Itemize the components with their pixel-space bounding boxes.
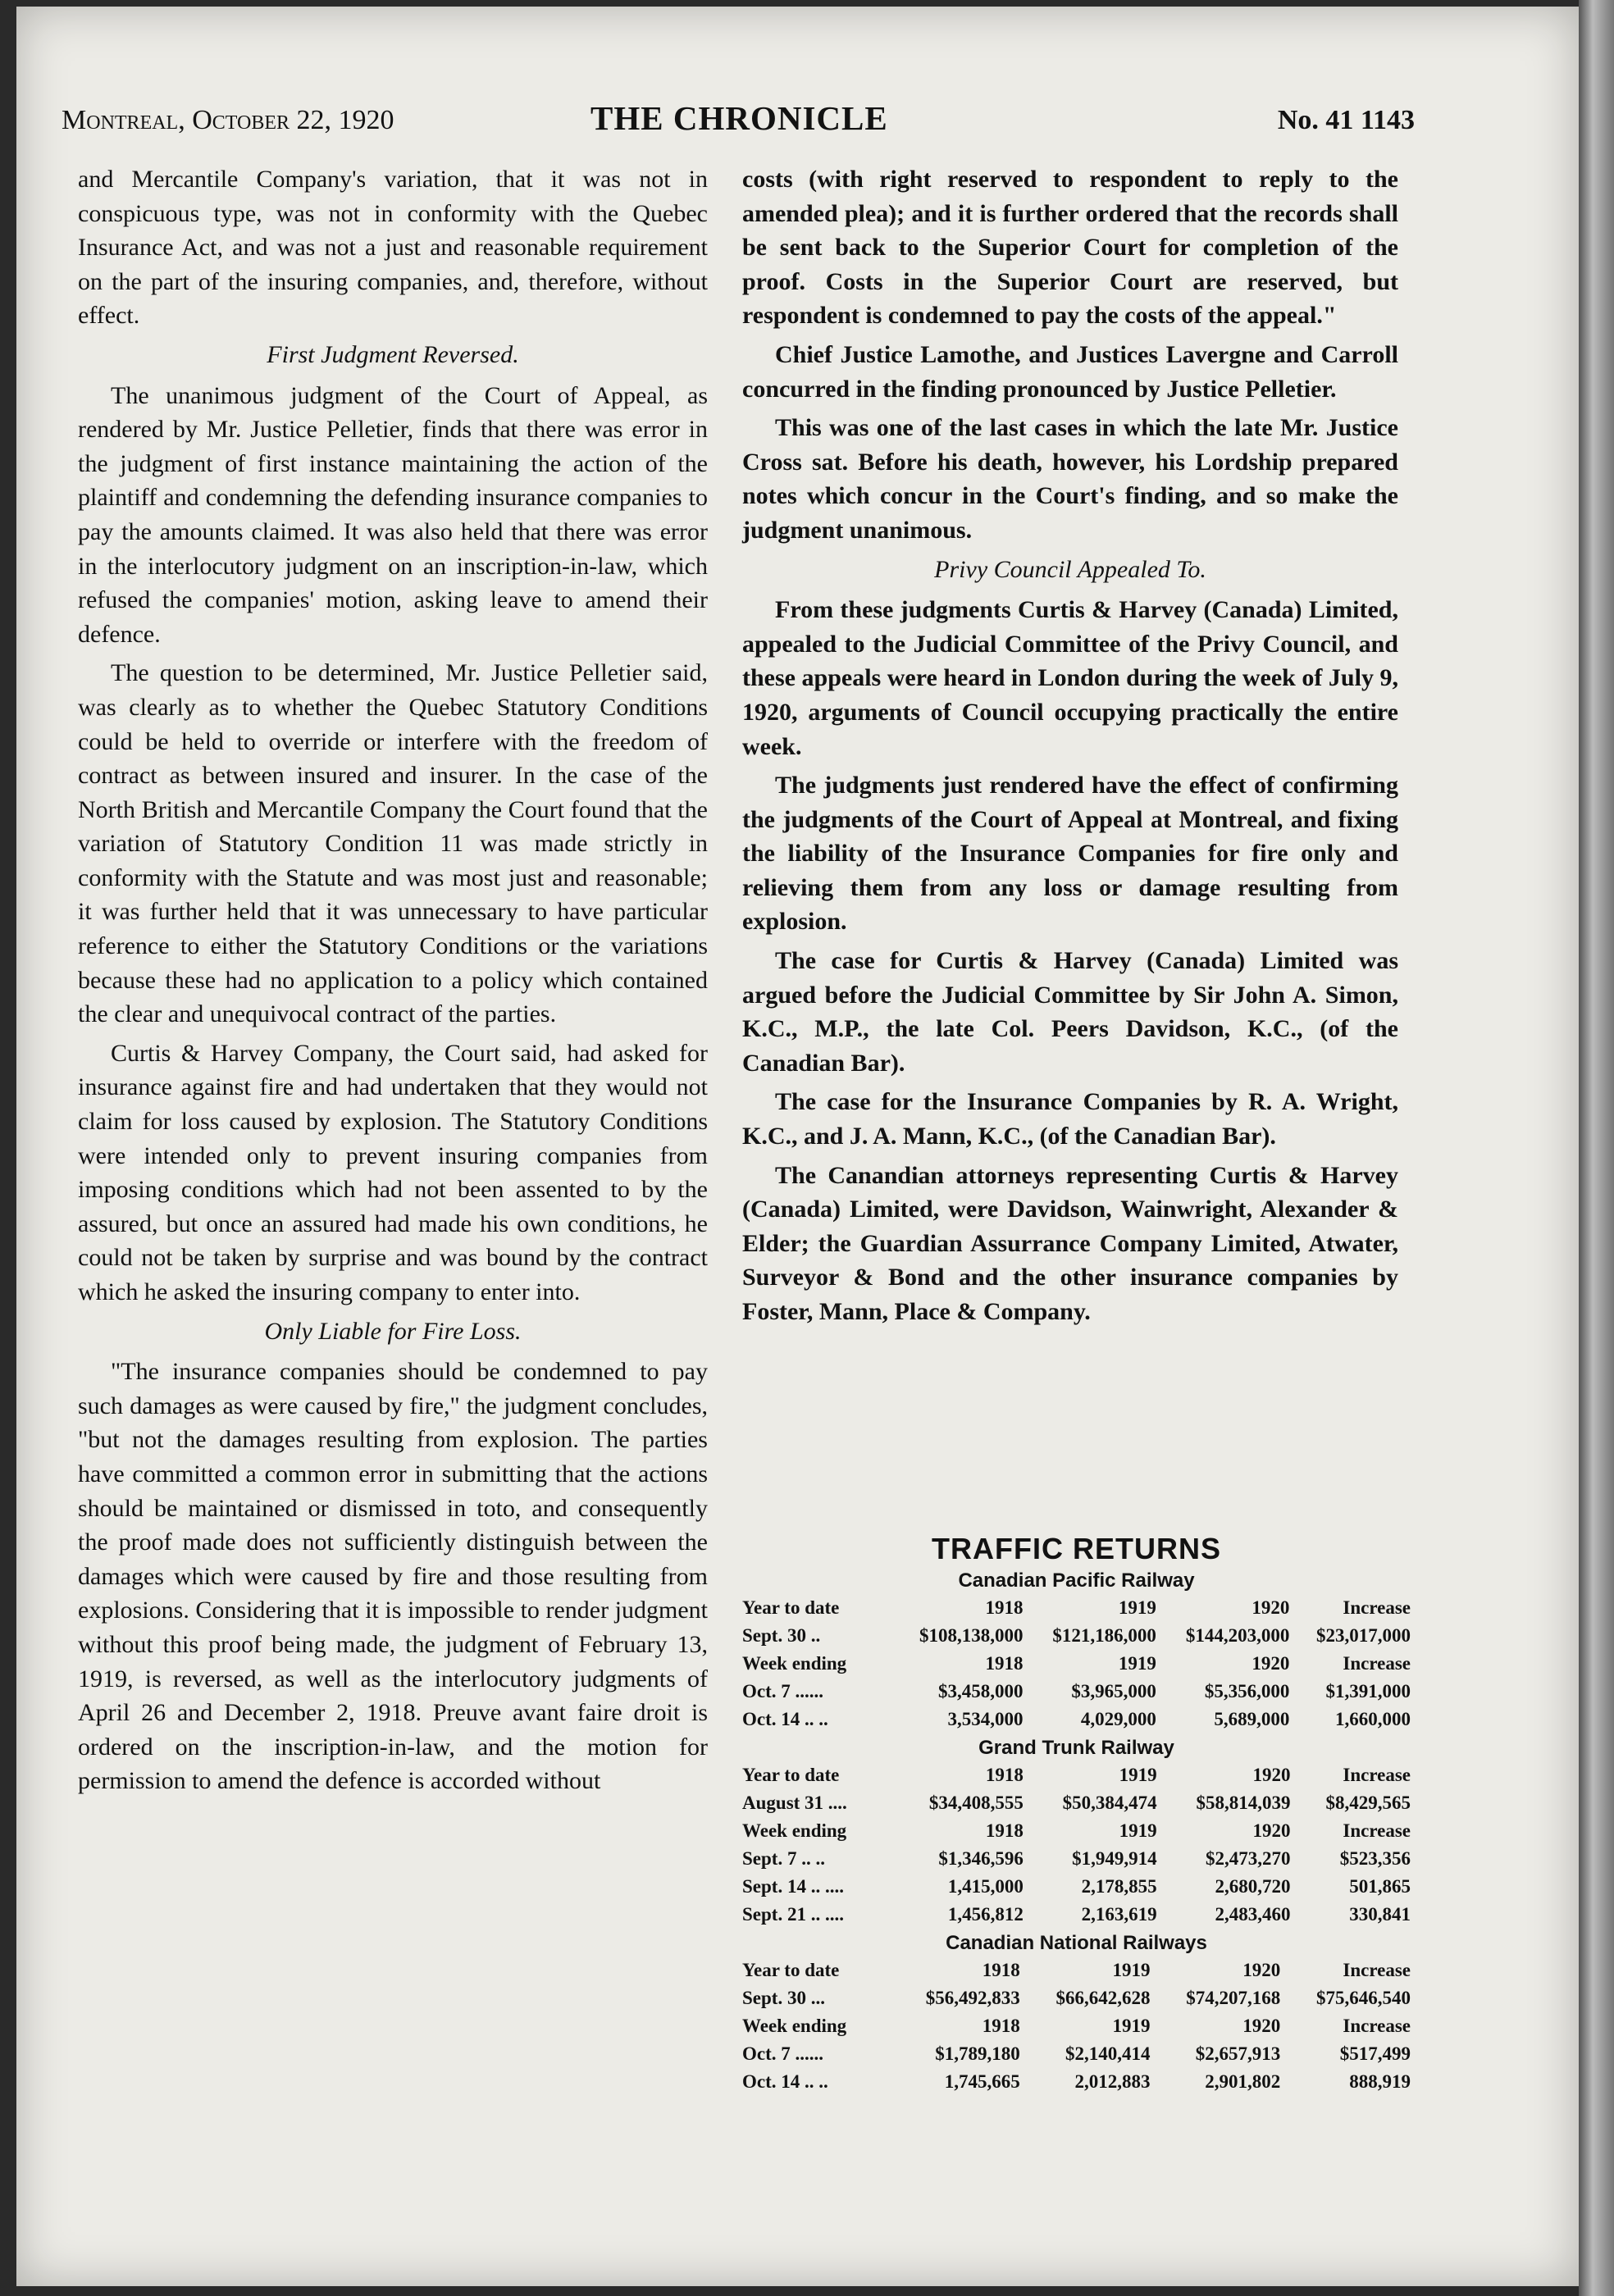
table-cell: $3,965,000	[1071, 1681, 1156, 1702]
table-cell: Oct. 7 ......	[742, 2043, 824, 2064]
table-cell: 1,456,812	[947, 1904, 1024, 1925]
article-paragraph: The question to be determined, Mr. Justice Pelletier said, was clearly as to whether the Quebec Statutory Conditions could be held to override or interfere with the freedom of contract as between insured and insurer. In the case of the North British and Mercantile Company the Court found that the variation of Statutory Condition 11 was made strictly in conformity with the Statute and was most just and reasonable; it was further held that it was unnecessary to have particular reference to either the Statutory Conditions or the variations because these had no application to a policy which contained the clear and unequivocal contract of the parties.	[78, 659, 708, 1028]
table-header-cell: Increase	[1343, 1653, 1411, 1674]
table-row	[742, 1873, 1411, 1901]
table-cell: August 31 ....	[742, 1793, 847, 1813]
table-cell: $2,657,913	[1195, 2043, 1281, 2064]
table-header-cell: 1919	[1119, 1765, 1157, 1785]
table-header-cell: 1919	[1118, 1653, 1156, 1674]
table-header-cell: Increase	[1343, 1597, 1411, 1618]
table-cell: 2,483,460	[1215, 1904, 1291, 1925]
table-cell: Sept. 7 .. ..	[742, 1848, 825, 1869]
table-cell: 2,163,619	[1081, 1904, 1157, 1925]
traffic-returns-title: TRAFFIC RETURNS	[932, 1532, 1221, 1565]
table-cell: $1,949,914	[1072, 1848, 1157, 1869]
table-cell: 1,660,000	[1335, 1709, 1411, 1729]
table-row	[742, 1901, 1411, 1929]
table-header-cell: Increase	[1343, 2016, 1411, 2036]
article-paragraph: This was one of the last cases in which the late Mr. Justice Cross sat. Before his death, however, his Lordship prepared notes which concur in the Court's finding, and so make the judgment unanimous.	[742, 414, 1398, 544]
table-cell: $144,203,000	[1185, 1625, 1290, 1646]
table-cell: 501,865	[1349, 1876, 1411, 1897]
article-paragraph: costs (with right reserved to respondent to reply to the amended plea); and it is further ordered that the records shall be sent back to the Superior Court for completion of the proof. Costs in the Superior Court are reserved, but respondent is condemned to pay the costs of the appeal."	[742, 166, 1398, 330]
table-header-cell: 1918	[982, 1960, 1020, 1980]
newspaper-page	[16, 7, 1579, 2286]
table-header-cell: 1920	[1252, 1597, 1290, 1618]
table-row	[742, 2040, 1411, 2068]
article-paragraph: The case for Curtis & Harvey (Canada) Limited was argued before the Judicial Committee by Sir John A. Simon, K.C., M.P., the late Col. Peers Davidson, K.C., (of the Canadian Bar).	[742, 947, 1398, 1077]
table-cell: 1,745,665	[944, 2071, 1020, 2092]
table-cell: $74,207,168	[1186, 1988, 1281, 2008]
article-paragraph: Curtis & Harvey Company, the Court said, had asked for insurance against fire and had undertaken that they would not claim for loss caused by explosion. The Statutory Conditions were intended only to prevent insuring companies from imposing conditions which had not been assented to by the assured, but once an assured had made his own conditions, he could not be taken by surprise and was bound by the contract which he asked the insuring company to enter into.	[78, 1039, 708, 1305]
railway-name: Canadian National Railways	[946, 1932, 1207, 1954]
page-header	[62, 98, 1415, 139]
table-header-cell: Increase	[1343, 1820, 1411, 1841]
table-cell: Sept. 14 .. ....	[742, 1876, 844, 1897]
table-header-cell: 1920	[1242, 2016, 1281, 2036]
table-header-cell: Week ending	[742, 2016, 847, 2036]
table-header-row	[742, 1957, 1411, 1984]
table-header-cell: Year to date	[742, 1597, 840, 1618]
table-header-row	[742, 1650, 1411, 1678]
railway-returns-table	[742, 1594, 1411, 1733]
table-cell: $2,140,414	[1065, 2043, 1151, 2064]
table-cell: $2,473,270	[1205, 1848, 1291, 1869]
table-header-cell: 1920	[1252, 1820, 1291, 1841]
table-cell: $1,346,596	[938, 1848, 1024, 1869]
table-cell: $56,492,833	[925, 1988, 1020, 2008]
table-cell: 5,689,000	[1214, 1709, 1290, 1729]
table-header-row	[742, 1817, 1411, 1845]
table-row	[742, 1984, 1411, 2012]
table-header-cell: Year to date	[742, 1765, 840, 1785]
table-cell: 2,012,883	[1074, 2071, 1151, 2092]
table-header-cell: 1919	[1119, 1820, 1157, 1841]
right-column	[742, 162, 1398, 1334]
table-row	[742, 1845, 1411, 1873]
table-cell: Oct. 7 ......	[742, 1681, 824, 1702]
table-cell: $5,356,000	[1204, 1681, 1290, 1702]
page-binding-edge	[1579, 0, 1614, 2296]
section-subheading: Privy Council Appealed To.	[934, 555, 1206, 583]
traffic-returns-section	[742, 1532, 1411, 2096]
article-paragraph: The case for the Insurance Companies by R. A. Wright, K.C., and J. A. Mann, K.C., (of the Canadian Bar).	[742, 1088, 1398, 1150]
table-header-cell: 1918	[985, 1820, 1024, 1841]
table-cell: $66,642,628	[1055, 1988, 1151, 2008]
header-issue-page: No. 41 1143	[1277, 105, 1415, 135]
table-header-cell: 1920	[1252, 1653, 1290, 1674]
table-header-cell: 1920	[1252, 1765, 1291, 1785]
table-cell: $75,646,540	[1316, 1988, 1411, 2008]
table-cell: $1,789,180	[935, 2043, 1020, 2064]
table-header-row	[742, 2012, 1411, 2040]
table-cell: Sept. 21 .. ....	[742, 1904, 844, 1925]
table-cell: $517,499	[1339, 2043, 1411, 2064]
table-cell: 3,534,000	[947, 1709, 1024, 1729]
table-header-cell: 1919	[1112, 1960, 1151, 1980]
table-cell: 2,680,720	[1215, 1876, 1291, 1897]
article-paragraph: The judgments just rendered have the effect of confirming the judgments of the Court of Appeal at Montreal, and fixing the liability of the Insurance Companies for fire only and relieving them from any loss or damage resulting from explosion.	[742, 772, 1398, 936]
table-header-cell: 1919	[1112, 2016, 1151, 2036]
table-cell: Sept. 30 ..	[742, 1625, 821, 1646]
table-cell: 888,919	[1349, 2071, 1411, 2092]
article-paragraph: and Mercantile Company's variation, that it was not in conspicuous type, was not in conformity with the Quebec Insurance Act, and was not a just and reasonable requirement on the part of the insuring companies, and, therefore, without effect.	[78, 166, 708, 330]
table-header-cell: Year to date	[742, 1960, 840, 1980]
table-cell: 330,841	[1349, 1904, 1411, 1925]
railway-name: Grand Trunk Railway	[978, 1737, 1174, 1759]
table-header-cell: 1918	[985, 1653, 1024, 1674]
header-masthead: THE CHRONICLE	[590, 99, 888, 137]
table-header-cell: Increase	[1343, 1765, 1411, 1785]
table-header-cell: Increase	[1343, 1960, 1411, 1980]
table-cell: 2,178,855	[1081, 1876, 1157, 1897]
table-cell: $108,138,000	[919, 1625, 1024, 1646]
table-cell: Oct. 14 .. ..	[742, 2071, 828, 2092]
table-cell: $58,814,039	[1196, 1793, 1291, 1813]
table-cell: $3,458,000	[937, 1681, 1024, 1702]
table-header-cell: 1919	[1118, 1597, 1156, 1618]
article-paragraph: The Canandian attorneys representing Curtis & Harvey (Canada) Limited, were Davidson, Wainwright, Alexander & Elder; the Guardian Assurrance Company Limited, Atwater, Surveyor & Bond and the other insurance companies by Foster, Mann, Place & Company.	[742, 1161, 1398, 1325]
table-header-cell: 1918	[985, 1765, 1024, 1785]
section-subheading: Only Liable for Fire Loss.	[264, 1317, 522, 1345]
table-cell: $23,017,000	[1316, 1625, 1411, 1646]
table-cell: $50,384,474	[1062, 1793, 1157, 1813]
railway-name: Canadian Pacific Railway	[958, 1569, 1195, 1592]
table-cell: $34,408,555	[928, 1793, 1024, 1813]
table-header-cell: 1918	[982, 2016, 1020, 2036]
table-header-row	[742, 1761, 1411, 1789]
table-cell: $1,391,000	[1325, 1681, 1411, 1702]
section-subheading: First Judgment Reversed.	[267, 340, 519, 368]
table-header-cell: Week ending	[742, 1820, 847, 1841]
table-cell: 1,415,000	[947, 1876, 1024, 1897]
table-row	[742, 1789, 1411, 1817]
left-column	[78, 162, 708, 1803]
article-paragraph: From these judgments Curtis & Harvey (Canada) Limited, appealed to the Judicial Committee of the Privy Council, and these appeals were heard in London during the week of July 9, 1920, arguments of Council occupying practically the entire week.	[742, 596, 1398, 760]
table-header-row	[742, 1594, 1411, 1622]
article-paragraph: Chief Justice Lamothe, and Justices Lavergne and Carroll concurred in the finding pronounced by Justice Pelletier.	[742, 340, 1398, 403]
table-cell: $523,356	[1339, 1848, 1411, 1869]
table-cell: 2,901,802	[1205, 2071, 1281, 2092]
article-paragraph: The unanimous judgment of the Court of Appeal, as rendered by Mr. Justice Pelletier, finds that there was error in the judgment of first instance maintaining the action of the plaintiff and condemning the defending insurance companies to pay the amounts claimed. It was also held that there was error in the interlocutory judgment on an inscription-in-law, which refused the companies' motion, asking leave to amend their defence.	[78, 381, 708, 648]
table-row	[742, 1706, 1411, 1733]
table-row	[742, 1622, 1411, 1650]
railway-returns-table	[742, 1957, 1411, 2096]
table-cell: Sept. 30 ...	[742, 1988, 825, 2008]
table-cell: $121,186,000	[1052, 1625, 1156, 1646]
table-cell: Oct. 14 .. ..	[742, 1709, 828, 1729]
table-row	[742, 1678, 1411, 1706]
article-paragraph: "The insurance companies should be condemned to pay such damages as were caused by fire," the judgment concludes, "but not the damages resulting from explosion. The parties have committed a common error in submitting that the actions should be maintained or dismissed in toto, and consequently the proof made does not sufficiently distinguish between the damages which were caused by fire and those resulting from explosions. Considering that it is impossible to render judgment without this proof being made, the judgment of February 13, 1919, is reversed, as well as the interlocutory judgments of April 26 and December 2, 1918. Preuve avant faire droit is ordered on the inscription-in-law, and the motion for permission to amend the defence is accorded without	[78, 1358, 708, 1795]
table-cell: 4,029,000	[1080, 1709, 1156, 1729]
header-dateline: Montreal, October 22, 1920	[62, 105, 394, 135]
table-cell: $8,429,565	[1325, 1793, 1411, 1813]
table-row	[742, 2068, 1411, 2096]
table-header-cell: 1918	[985, 1597, 1024, 1618]
table-header-cell: Week ending	[742, 1653, 847, 1674]
railway-returns-table	[742, 1761, 1411, 1929]
table-header-cell: 1920	[1242, 1960, 1281, 1980]
